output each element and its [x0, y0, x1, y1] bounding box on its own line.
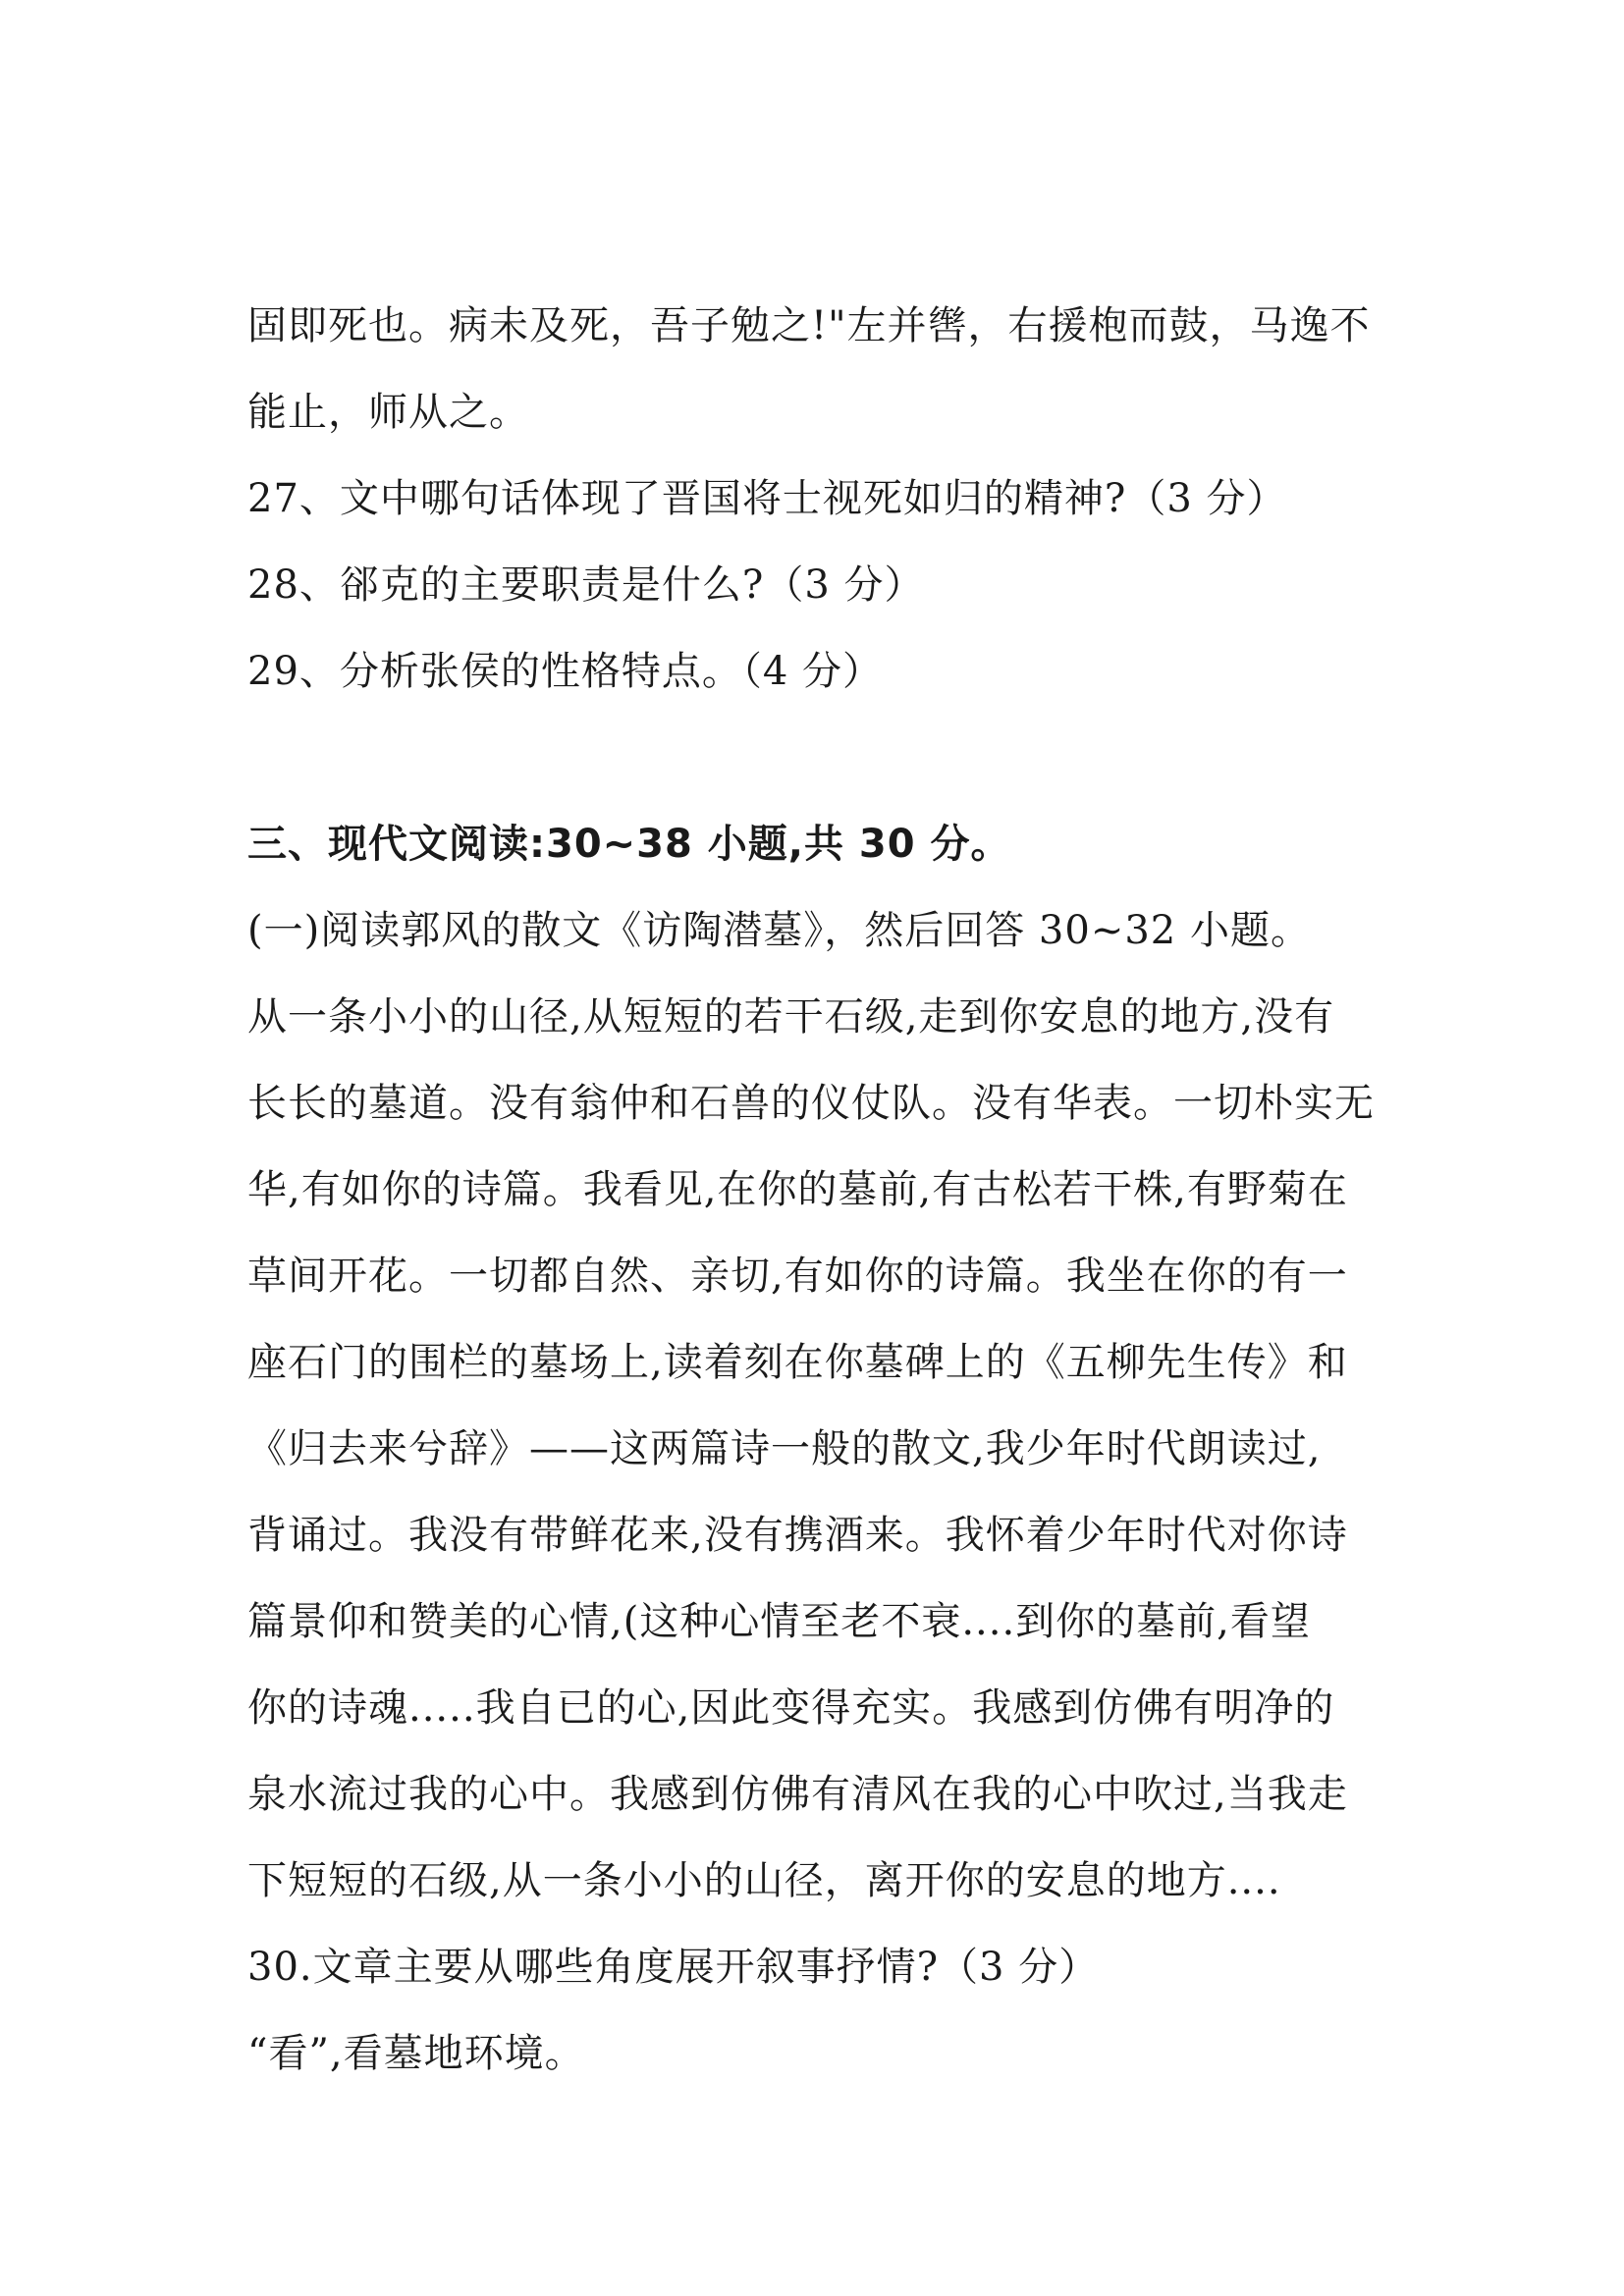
essay-line-6: 《归去来兮辞》——这两篇诗一般的散文,我少年时代朗读过, — [247, 1426, 1322, 1471]
question-27: 27、文中哪句话体现了晋国将士视死如归的精神?（3 分） — [247, 476, 1287, 521]
essay-line-8: 篇景仰和赞美的心情,(这种心情至老不衰....到你的墓前,看望 — [247, 1599, 1311, 1644]
essay-line-11: 下短短的石级,从一条小小的山径，离开你的安息的地方.... — [247, 1858, 1281, 1903]
passage-line-1: 固即死也。病未及死，吾子勉之!"左并辔，右援枹而鼓，马逸不 — [247, 303, 1371, 348]
section-intro: (一)阅读郭风的散文《访陶潜墓》，然后回答 30~32 小题。 — [247, 908, 1311, 953]
essay-line-9: 你的诗魂.....我自已的心,因此变得充实。我感到仿佛有明净的 — [247, 1685, 1335, 1731]
essay-line-2: 长长的墓道。没有翁仲和石兽的仪仗队。没有华表。一切朴实无 — [247, 1081, 1375, 1126]
answer-30: “看”,看墓地环境。 — [247, 2031, 585, 2076]
passage-line-2: 能止，师从之。 — [247, 390, 529, 435]
question-29: 29、分析张侯的性格特点。（4 分） — [247, 649, 884, 694]
question-30: 30.文章主要从哪些角度展开叙事抒情?（3 分） — [247, 1945, 1100, 1990]
essay-line-7: 背诵过。我没有带鲜花来,没有携酒来。我怀着少年时代对你诗 — [247, 1513, 1348, 1558]
essay-line-10: 泉水流过我的心中。我感到仿佛有清风在我的心中吹过,当我走 — [247, 1772, 1348, 1817]
question-28: 28、郤克的主要职责是什么?（3 分） — [247, 562, 925, 608]
essay-line-4: 草间开花。一切都自然、亲切,有如你的诗篇。我坐在你的有一 — [247, 1254, 1348, 1299]
section-heading: 三、现代文阅读:30~38 小题,共 30 分。 — [247, 822, 1011, 867]
essay-line-3: 华,有如你的诗篇。我看见,在你的墓前,有古松若干株,有野菊在 — [247, 1167, 1348, 1212]
essay-line-5: 座石门的围栏的墓场上,读着刻在你墓碑上的《五柳先生传》和 — [247, 1340, 1348, 1385]
essay-line-1: 从一条小小的山径,从短短的若干石级,走到你安息的地方,没有 — [247, 994, 1335, 1040]
